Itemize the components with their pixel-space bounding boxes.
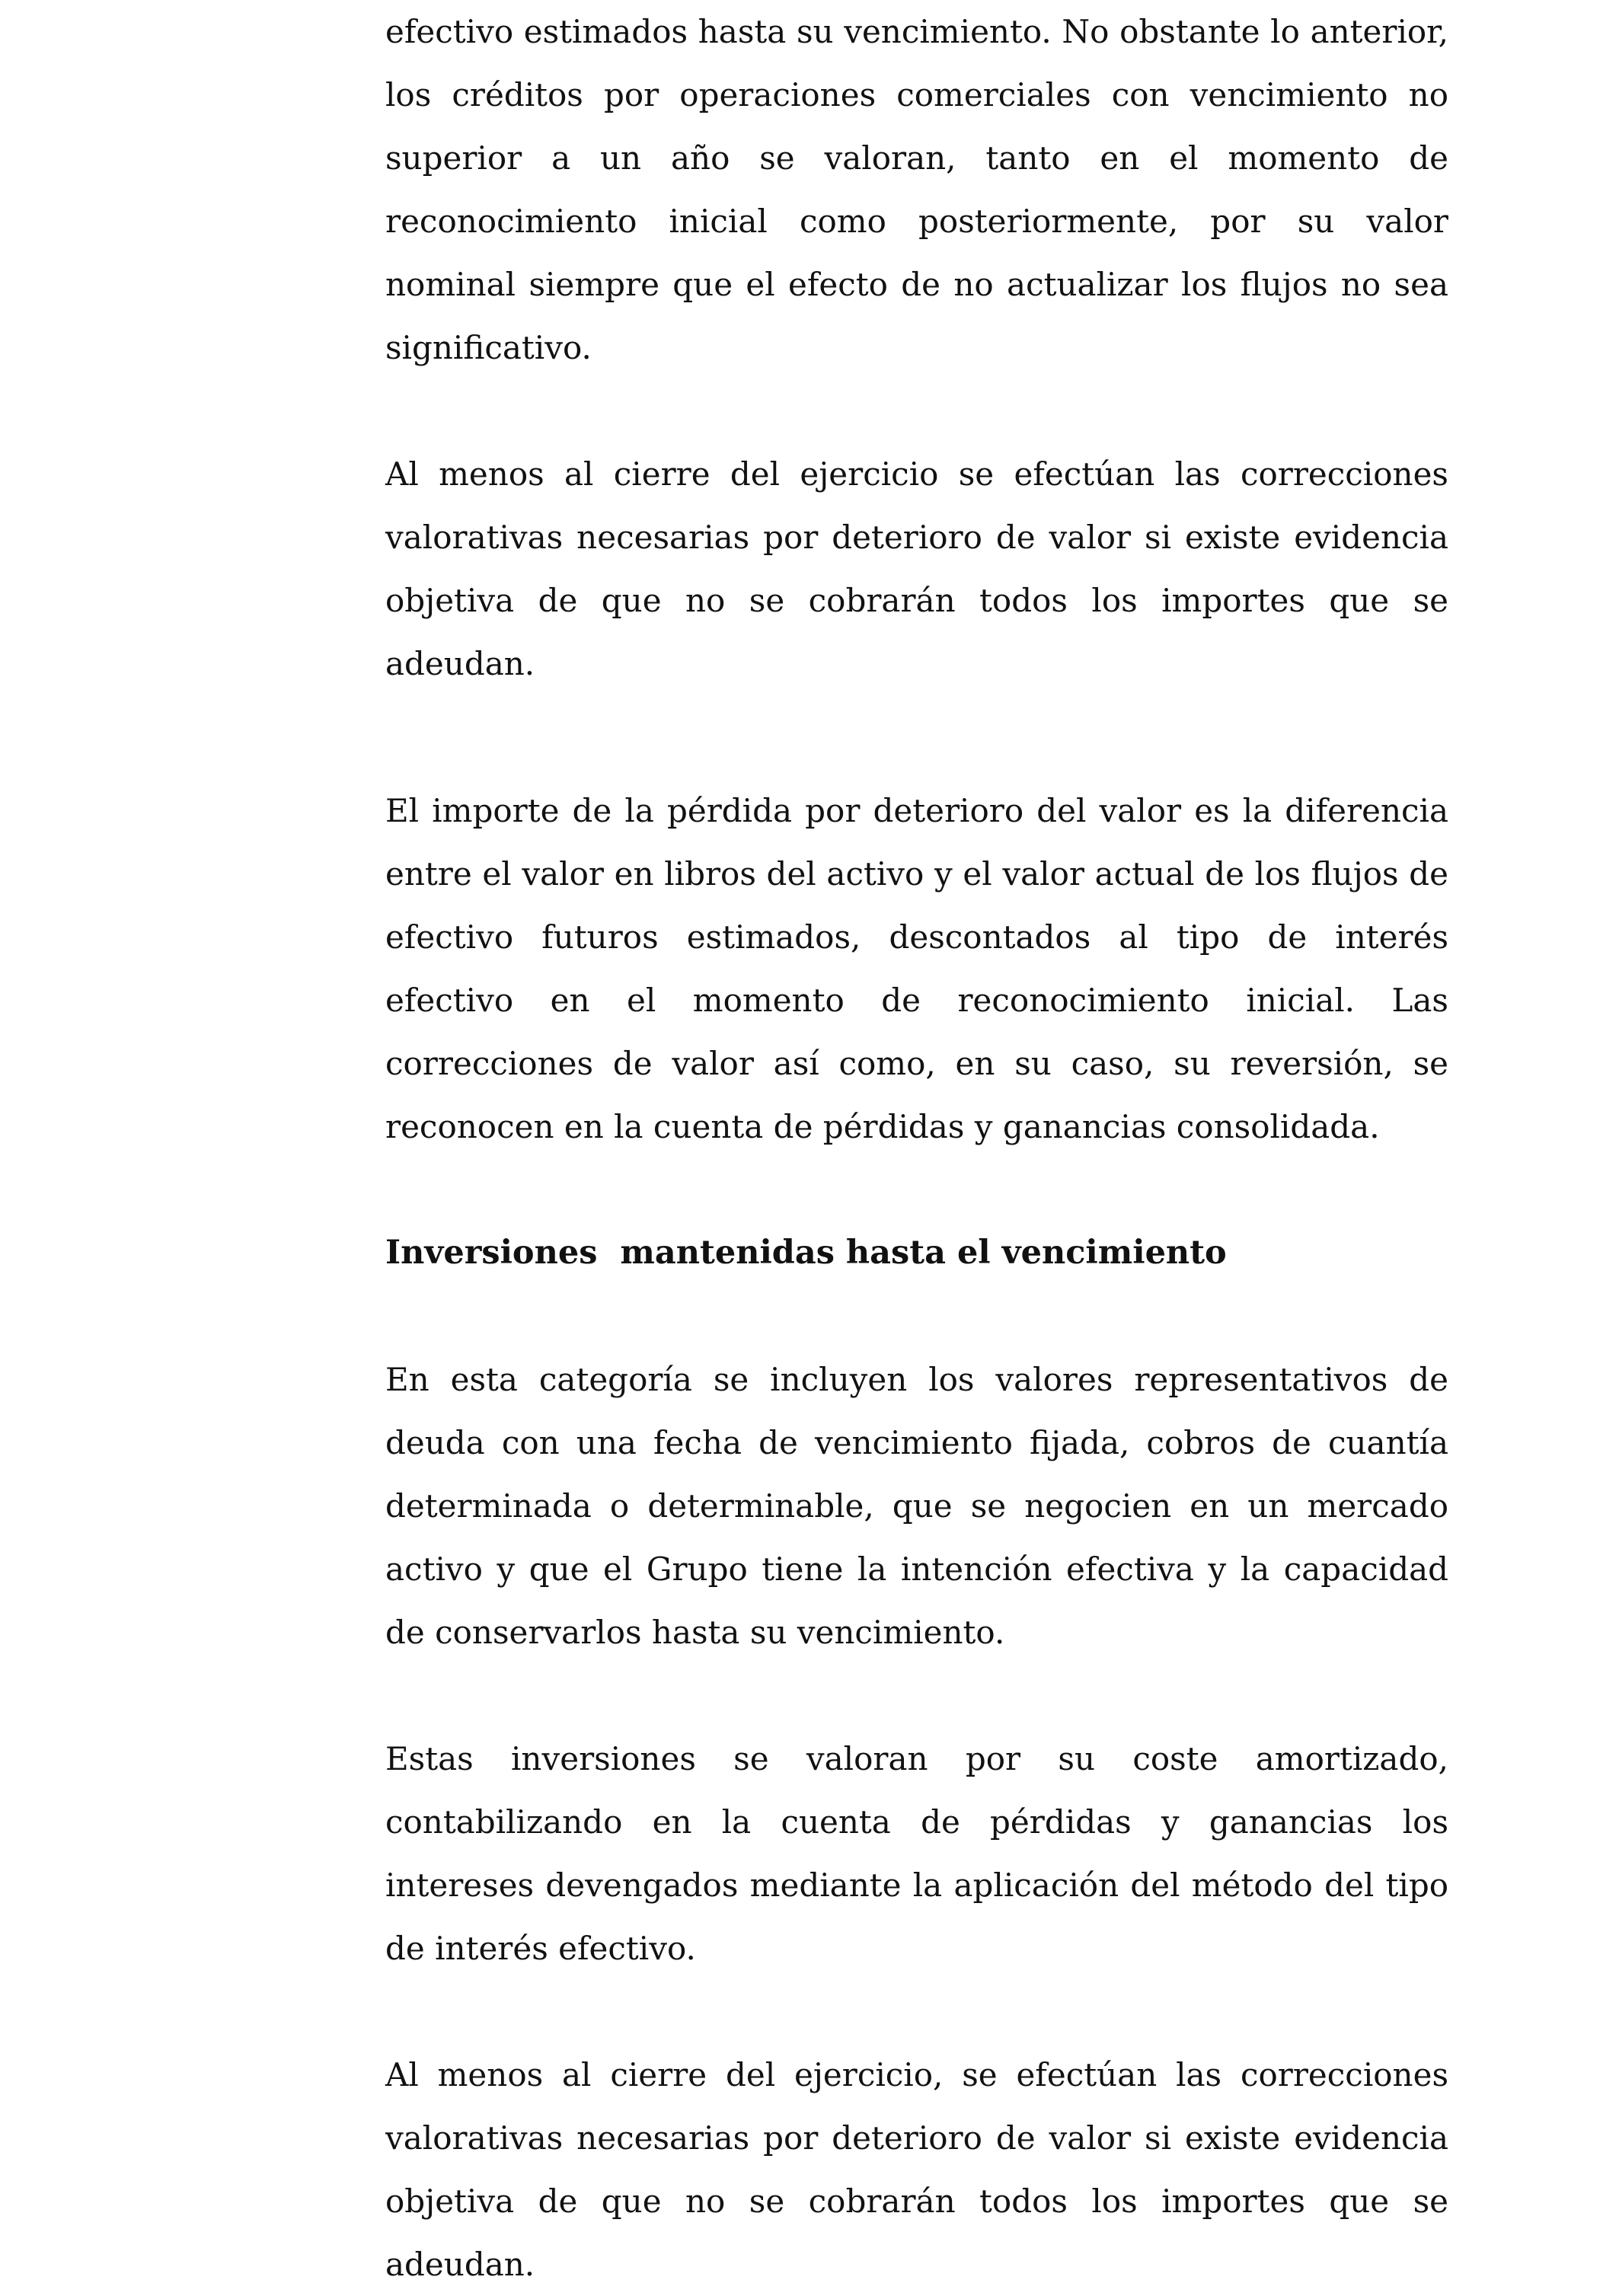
paragraph-credit-valuation: efectivo estimados hasta su vencimiento. No obstante lo anterior, los créditos por operaciones comerciales con vencimiento no superior a un año se valoran, tanto en el momento de reconocimiento inicial como posteriormente, por su valor nominal siempre que el efecto de no actualizar los flujos no sea significativo. bbox=[385, 13, 1448, 366]
paragraph-impairment-corrections: Al menos al cierre del ejercicio se efectúan las correcciones valorativas necesarias por deterioro de valor si existe evidencia objetiva de que no se cobrarán todos los importes que se adeudan. bbox=[385, 455, 1448, 682]
spacer bbox=[385, 695, 1448, 779]
spacer bbox=[385, 1158, 1448, 1221]
spacer bbox=[385, 379, 1448, 442]
text-column bbox=[385, 0, 1448, 2296]
paragraph-amortized-cost: Estas inversiones se valoran por su coste amortizado, contabilizando en la cuenta de pérdidas y ganancias los intereses devengados mediante la aplicación del método del tipo de interés efectivo. bbox=[385, 1740, 1448, 1967]
spacer bbox=[385, 1664, 1448, 1727]
section-heading: Inversiones mantenidas hasta el vencimiento bbox=[385, 1234, 1227, 1272]
paragraph-category-definition: En esta categoría se incluyen los valores representativos de deuda con una fecha de vencimiento fijada, cobros de cuantía determinada o determinable, que se negocien en un mercado activo y que el Grupo tiene la intención efectiva y la capacidad de conservarlos hasta su vencimiento. bbox=[385, 1361, 1448, 1651]
spacer bbox=[385, 1980, 1448, 2043]
paragraph-closing-corrections: Al menos al cierre del ejercicio, se efectúan las correcciones valorativas necesarias por deterioro de valor si existe evidencia objetiva de que no se cobrarán todos los importes que se adeudan. bbox=[385, 2056, 1448, 2283]
spacer bbox=[385, 1285, 1448, 1348]
paragraph-impairment-loss-amount: El importe de la pérdida por deterioro del valor es la diferencia entre el valor en libros del activo y el valor actual de los flujos de efectivo futuros estimados, descontados al tipo de interés efectivo en el momento de reconocimiento inicial. Las correcciones de valor así como, en su caso, su reversión, se reconocen en la cuenta de pérdidas y ganancias consolidada. bbox=[385, 792, 1448, 1145]
